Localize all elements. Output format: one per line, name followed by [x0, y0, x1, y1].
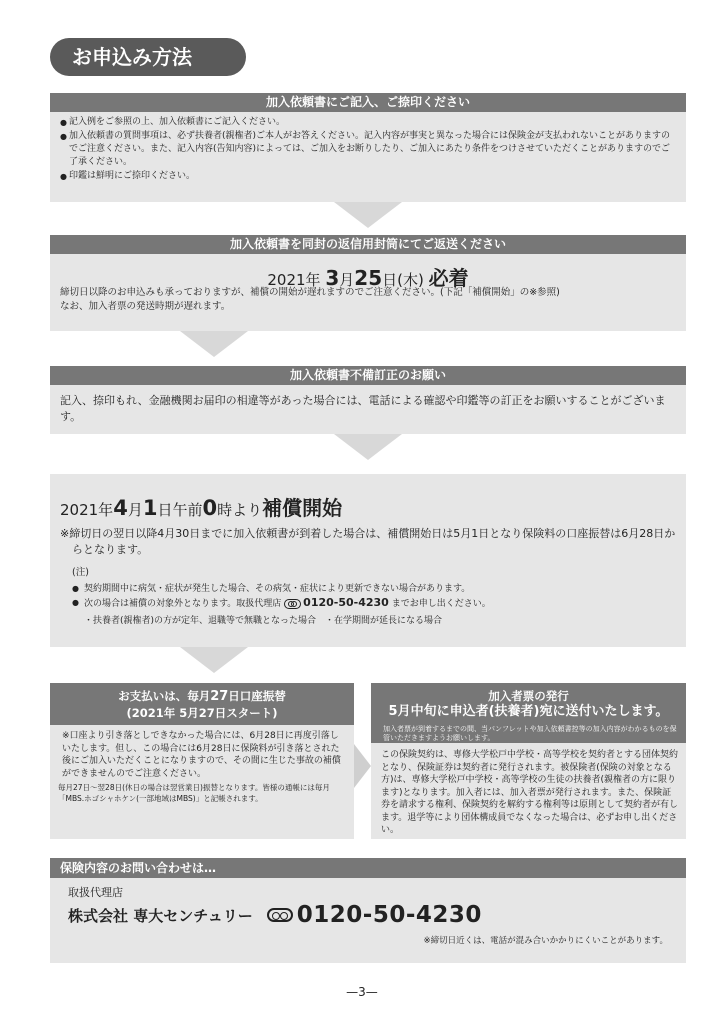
contact-phone[interactable]: 0120-50-4230	[296, 902, 482, 928]
bullet-list	[50, 112, 686, 190]
bullet-item: ● 記入例をご参照の上、加入依頼書にご記入ください。	[60, 116, 676, 129]
section-header: 加入依頼書不備訂正のお願い	[50, 366, 686, 385]
coverage-start-title: 2021年4月1日午前0時より補償開始	[60, 496, 343, 520]
section-return	[50, 235, 686, 331]
down-arrow-icon	[334, 202, 402, 228]
section-coverage-start	[50, 474, 686, 647]
section-header: 加入依頼書を同封の返信用封筒にてご返送ください	[50, 235, 686, 254]
contact-note: ※締切日近くは、電話が混み合いかかりにくいことがあります。	[423, 936, 668, 946]
section-fill-in	[50, 93, 686, 202]
free-dial-icon	[267, 908, 293, 922]
issuance-text: この保険契約は、専修大学松戸中学校・高等学校を契約者とする団体契約となり、保険証券は契約者に発行されます。被保険者(保険の対象となる方)は、専修大学松戸中学校・高等学校の生徒の扶養者(親権者の方に限ります)となります。加入者には、加入者票が発行されます。また、保険証券を請求する権利、保険契約を解約する権利等は原則として契約者が有します。退学等により団体構成員でなくなった場合は、必ずお申し出ください。	[381, 750, 679, 835]
page-number: —3—	[346, 985, 378, 999]
bullet-item: ● 印鑑は鮮明にご捺印ください。	[60, 170, 676, 183]
down-arrow-icon	[180, 331, 248, 357]
note-item: ● 契約期間中に病気・症状が発生した場合、その病気・症状により更新できない場合があります。	[72, 584, 471, 594]
note-label: (注)	[72, 567, 89, 578]
contact-header: 保険内容のお問い合わせは…	[50, 858, 686, 878]
company-name: 株式会社 専大センチュリー	[68, 906, 253, 925]
payment-small-text: 毎月27日～翌28日(休日の場合は翌営業日)振替となります。皆様の通帳には毎月「MBS.ホゴシャホケン(一部地域はMBS)」と記帳されます。	[58, 783, 330, 803]
bullet-item: ● 加入依頼書の質問事項は、必ず扶養者(親権者)ご本人がお答えください。記入内容が事実と異なった場合には保険金が支払われないことがありますのでご注意ください。また、記入内容(告知内容)によっては、ご加入をお断りしたり、ご加入にあたり条件をつけさせていただくことがありますのでご了承ください。	[60, 130, 676, 169]
issuance-small-text: 加入者票が到着するまでの間、当パンフレットや加入依頼書控等の加入内容がわかるものを保管いただきますようお願いします。	[371, 722, 686, 743]
note-item: ● 次の場合は補償の対象外となります。取扱代理店 0120-50-4230 までお申し出ください。	[72, 596, 491, 609]
page-title: お申込み方法	[50, 38, 246, 76]
issuance-header: 加入者票の発行 5月中旬に申込者(扶養者)宛に送付いたします。	[371, 683, 686, 722]
agent-label: 取扱代理店	[68, 886, 123, 899]
section-text: 締切日以降のお申込みも承っておりますが、補償の開始が遅れますのでご注意ください。(下記「補償開始」の※参照) なお、加入者票の発送時期が遅れます。	[60, 287, 560, 312]
issuance-box	[371, 683, 686, 839]
right-arrow-icon	[354, 744, 371, 788]
free-dial-icon	[284, 599, 301, 609]
down-arrow-icon	[180, 647, 248, 673]
contact-row	[50, 900, 686, 928]
coverage-note: ※締切日の翌日以降4月30日までに加入依頼書が到着した場合は、補償開始日は5月1日となり保険料の口座振替は6月28日からとなります。	[60, 527, 676, 556]
contact-panel	[50, 858, 686, 963]
payment-text: ※口座より引き落としできなかった場合には、6月28日に再度引落しいたします。但し、この場合には6月28日に保険料が引き落とされた後にご加入いただくことになりますので、その間に生じた事故の補償ができませんのでご注意ください。	[62, 731, 341, 779]
down-arrow-icon	[334, 434, 402, 460]
section-correction	[50, 366, 686, 434]
deadline-date: 2021年 3月25日(木) 必着	[267, 266, 469, 290]
payment-box	[50, 683, 354, 839]
section-header: 加入依頼書にご記入、ご捺印ください	[50, 93, 686, 112]
phone-number: 0120-50-4230	[303, 596, 389, 609]
note-list	[50, 582, 686, 611]
payment-header: お支払いは、毎月27日口座振替 (2021年 5月27日スタート)	[50, 683, 354, 725]
section-text: 記入、捺印もれ、金融機関お届印の相違等があった場合には、電話による確認や印鑑等の訂正をお願いすることがございます。	[60, 394, 666, 423]
exclusion-cases: ・扶養者(親権者)の方が定年、退職等で無職となった場合 ・在学期間が延長になる場合	[84, 616, 443, 626]
